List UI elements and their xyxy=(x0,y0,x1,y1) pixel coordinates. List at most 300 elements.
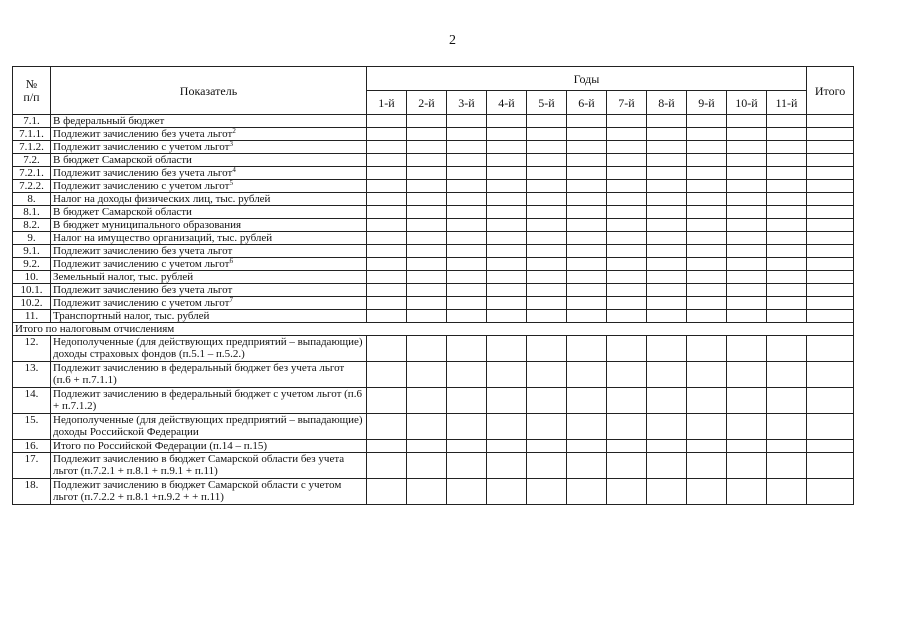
total-value-cell xyxy=(807,414,854,440)
year-value-cell xyxy=(687,258,727,271)
total-value-cell xyxy=(807,440,854,453)
year-header: 9-й xyxy=(687,91,727,115)
year-value-cell xyxy=(527,453,567,479)
year-value-cell xyxy=(767,440,807,453)
year-value-cell xyxy=(647,245,687,258)
row-number: 10.1. xyxy=(13,284,51,297)
year-value-cell xyxy=(687,271,727,284)
year-value-cell xyxy=(647,219,687,232)
total-value-cell xyxy=(807,258,854,271)
year-value-cell xyxy=(487,258,527,271)
year-value-cell xyxy=(767,193,807,206)
row-number: 14. xyxy=(13,388,51,414)
row-label xyxy=(51,167,367,180)
footnote-mark: 7 xyxy=(229,296,233,304)
year-value-cell xyxy=(367,271,407,284)
year-value-cell xyxy=(567,115,607,128)
total-value-cell xyxy=(807,479,854,505)
year-value-cell xyxy=(607,219,647,232)
year-value-cell xyxy=(527,141,567,154)
year-value-cell xyxy=(487,388,527,414)
year-value-cell xyxy=(527,336,567,362)
year-value-cell xyxy=(727,141,767,154)
year-value-cell xyxy=(727,388,767,414)
year-value-cell xyxy=(447,154,487,167)
year-value-cell xyxy=(607,362,647,388)
row-label: Итого по Российской Федерации (п.14 – п.15) xyxy=(51,440,367,453)
year-value-cell xyxy=(567,336,607,362)
year-value-cell xyxy=(727,245,767,258)
year-header: 8-й xyxy=(647,91,687,115)
year-value-cell xyxy=(727,219,767,232)
year-value-cell xyxy=(767,219,807,232)
row-number: 10. xyxy=(13,271,51,284)
year-value-cell xyxy=(367,141,407,154)
year-value-cell xyxy=(687,440,727,453)
year-value-cell xyxy=(727,180,767,193)
year-value-cell xyxy=(767,414,807,440)
year-value-cell xyxy=(567,453,607,479)
year-value-cell xyxy=(727,271,767,284)
total-value-cell xyxy=(807,167,854,180)
table-row xyxy=(13,154,854,167)
year-value-cell xyxy=(367,193,407,206)
year-value-cell xyxy=(367,453,407,479)
year-value-cell xyxy=(527,310,567,323)
year-value-cell xyxy=(727,479,767,505)
total-value-cell xyxy=(807,284,854,297)
table-row xyxy=(13,141,854,154)
header-num: № п/п xyxy=(13,67,51,115)
year-value-cell xyxy=(487,479,527,505)
row-label xyxy=(51,128,367,141)
year-value-cell xyxy=(687,453,727,479)
row-number: 9.1. xyxy=(13,245,51,258)
total-value-cell xyxy=(807,297,854,310)
table-row xyxy=(13,193,854,206)
year-value-cell xyxy=(527,115,567,128)
year-value-cell xyxy=(727,362,767,388)
row-label-text: В бюджет Самарской области xyxy=(53,154,192,166)
year-value-cell xyxy=(647,362,687,388)
year-value-cell xyxy=(687,219,727,232)
row-label xyxy=(51,206,367,219)
year-value-cell xyxy=(687,193,727,206)
year-value-cell xyxy=(487,180,527,193)
year-value-cell xyxy=(607,115,647,128)
year-value-cell xyxy=(607,297,647,310)
year-value-cell xyxy=(447,453,487,479)
section-title: Итого по налоговым отчислениям xyxy=(13,323,854,336)
year-value-cell xyxy=(687,245,727,258)
year-value-cell xyxy=(447,193,487,206)
footnote-mark: 3 xyxy=(229,140,233,148)
year-value-cell xyxy=(407,414,447,440)
table-row xyxy=(13,115,854,128)
year-value-cell xyxy=(647,115,687,128)
year-value-cell xyxy=(727,258,767,271)
row-number: 16. xyxy=(13,440,51,453)
year-value-cell xyxy=(567,128,607,141)
year-value-cell xyxy=(527,232,567,245)
year-value-cell xyxy=(767,258,807,271)
year-value-cell xyxy=(447,180,487,193)
year-value-cell xyxy=(407,193,447,206)
year-header: 5-й xyxy=(527,91,567,115)
table-row xyxy=(13,453,854,479)
year-value-cell xyxy=(727,297,767,310)
year-value-cell xyxy=(727,414,767,440)
year-value-cell xyxy=(367,167,407,180)
row-label-text: Подлежит зачислению без учета льгот xyxy=(53,284,233,296)
year-value-cell xyxy=(447,362,487,388)
year-value-cell xyxy=(567,180,607,193)
year-value-cell xyxy=(607,128,647,141)
year-value-cell xyxy=(527,414,567,440)
footnote-mark: 4 xyxy=(232,166,236,174)
row-label-text: Подлежит зачислению без учета льгот xyxy=(53,167,233,179)
year-value-cell xyxy=(687,388,727,414)
year-value-cell xyxy=(407,245,447,258)
year-value-cell xyxy=(647,453,687,479)
year-value-cell xyxy=(527,128,567,141)
year-value-cell xyxy=(407,479,447,505)
row-number: 13. xyxy=(13,362,51,388)
year-value-cell xyxy=(447,440,487,453)
year-value-cell xyxy=(687,141,727,154)
row-label xyxy=(51,193,367,206)
year-value-cell xyxy=(567,362,607,388)
row-number: 8. xyxy=(13,193,51,206)
year-value-cell xyxy=(487,128,527,141)
row-label xyxy=(51,180,367,193)
year-value-cell xyxy=(607,258,647,271)
year-value-cell xyxy=(487,167,527,180)
footnote-mark: 5 xyxy=(229,179,233,187)
table-row xyxy=(13,388,854,414)
table-row xyxy=(13,206,854,219)
year-value-cell xyxy=(487,414,527,440)
year-value-cell xyxy=(447,388,487,414)
year-value-cell xyxy=(367,154,407,167)
year-value-cell xyxy=(727,193,767,206)
row-number: 7.2.2. xyxy=(13,180,51,193)
year-value-cell xyxy=(367,414,407,440)
row-number: 7.1.1. xyxy=(13,128,51,141)
row-label-text: Транспортный налог, тыс. рублей xyxy=(53,310,210,322)
year-value-cell xyxy=(767,115,807,128)
year-value-cell xyxy=(767,180,807,193)
year-value-cell xyxy=(767,336,807,362)
year-value-cell xyxy=(567,284,607,297)
year-value-cell xyxy=(407,128,447,141)
year-value-cell xyxy=(767,362,807,388)
table-row xyxy=(13,297,854,310)
year-value-cell xyxy=(727,128,767,141)
row-label-text: Подлежит зачислению без учета льгот xyxy=(53,245,233,257)
year-value-cell xyxy=(727,115,767,128)
year-value-cell xyxy=(607,167,647,180)
year-value-cell xyxy=(687,479,727,505)
footnote-mark: 2 xyxy=(232,127,236,135)
year-value-cell xyxy=(487,271,527,284)
year-value-cell xyxy=(527,388,567,414)
year-value-cell xyxy=(407,388,447,414)
year-value-cell xyxy=(647,193,687,206)
row-number: 18. xyxy=(13,479,51,505)
table-row xyxy=(13,440,854,453)
year-value-cell xyxy=(767,284,807,297)
year-value-cell xyxy=(647,206,687,219)
year-value-cell xyxy=(727,336,767,362)
year-value-cell xyxy=(687,206,727,219)
year-value-cell xyxy=(527,206,567,219)
section-row xyxy=(13,323,854,336)
year-value-cell xyxy=(527,479,567,505)
year-value-cell xyxy=(367,258,407,271)
year-value-cell xyxy=(727,154,767,167)
year-value-cell xyxy=(767,479,807,505)
year-value-cell xyxy=(487,336,527,362)
year-value-cell xyxy=(727,232,767,245)
year-value-cell xyxy=(367,219,407,232)
table-row xyxy=(13,479,854,505)
row-label-text: Налог на доходы физических лиц, тыс. рублей xyxy=(53,193,271,205)
year-value-cell xyxy=(447,141,487,154)
year-value-cell xyxy=(727,453,767,479)
year-value-cell xyxy=(407,284,447,297)
year-value-cell xyxy=(727,310,767,323)
table-row xyxy=(13,362,854,388)
year-value-cell xyxy=(647,310,687,323)
year-value-cell xyxy=(527,271,567,284)
total-value-cell xyxy=(807,141,854,154)
row-label xyxy=(51,271,367,284)
row-number: 8.2. xyxy=(13,219,51,232)
year-value-cell xyxy=(407,336,447,362)
year-value-cell xyxy=(607,180,647,193)
year-value-cell xyxy=(647,154,687,167)
table-row xyxy=(13,245,854,258)
year-value-cell xyxy=(447,245,487,258)
year-value-cell xyxy=(447,167,487,180)
header-total: Итого xyxy=(807,67,854,115)
row-label-text: Подлежит зачислению с учетом льгот xyxy=(53,297,230,309)
year-value-cell xyxy=(407,232,447,245)
year-value-cell xyxy=(767,453,807,479)
year-value-cell xyxy=(567,193,607,206)
year-value-cell xyxy=(487,440,527,453)
total-value-cell xyxy=(807,128,854,141)
year-value-cell xyxy=(767,206,807,219)
total-value-cell xyxy=(807,388,854,414)
year-value-cell xyxy=(367,232,407,245)
year-value-cell xyxy=(527,219,567,232)
year-value-cell xyxy=(647,167,687,180)
total-value-cell xyxy=(807,193,854,206)
year-value-cell xyxy=(407,362,447,388)
row-label xyxy=(51,284,367,297)
table-row xyxy=(13,414,854,440)
footnote-mark: 6 xyxy=(229,257,233,265)
year-value-cell xyxy=(367,336,407,362)
table-row xyxy=(13,310,854,323)
year-value-cell xyxy=(687,336,727,362)
year-value-cell xyxy=(767,297,807,310)
year-value-cell xyxy=(687,115,727,128)
year-value-cell xyxy=(647,297,687,310)
indicators-table xyxy=(12,66,854,505)
year-value-cell xyxy=(687,310,727,323)
year-value-cell xyxy=(567,232,607,245)
year-value-cell xyxy=(407,440,447,453)
year-value-cell xyxy=(647,336,687,362)
year-value-cell xyxy=(407,297,447,310)
row-label xyxy=(51,245,367,258)
year-value-cell xyxy=(567,167,607,180)
year-value-cell xyxy=(687,167,727,180)
year-value-cell xyxy=(527,297,567,310)
table-row xyxy=(13,167,854,180)
table-row xyxy=(13,232,854,245)
year-value-cell xyxy=(607,271,647,284)
row-label: Подлежит зачислению в бюджет Самарской области с учетом льгот (п.7.2.2 + п.8.1 +п.9.2 + + п.11) xyxy=(51,479,367,505)
year-value-cell xyxy=(447,232,487,245)
row-label xyxy=(51,232,367,245)
year-value-cell xyxy=(447,128,487,141)
year-value-cell xyxy=(487,219,527,232)
row-label xyxy=(51,297,367,310)
year-value-cell xyxy=(487,193,527,206)
year-value-cell xyxy=(567,206,607,219)
total-value-cell xyxy=(807,271,854,284)
year-value-cell xyxy=(447,271,487,284)
row-label-text: В федеральный бюджет xyxy=(53,115,165,127)
row-number: 9.2. xyxy=(13,258,51,271)
year-header: 4-й xyxy=(487,91,527,115)
table-row xyxy=(13,258,854,271)
row-number: 15. xyxy=(13,414,51,440)
year-value-cell xyxy=(727,206,767,219)
total-value-cell xyxy=(807,245,854,258)
table-row xyxy=(13,219,854,232)
year-value-cell xyxy=(367,362,407,388)
year-value-cell xyxy=(767,128,807,141)
year-value-cell xyxy=(607,154,647,167)
total-value-cell xyxy=(807,219,854,232)
row-label: Недополученные (для действующих предприятий – выпадающие) доходы страховых фондов (п.5.1 – п.5.2.) xyxy=(51,336,367,362)
year-value-cell xyxy=(447,414,487,440)
year-value-cell xyxy=(687,414,727,440)
year-value-cell xyxy=(567,310,607,323)
year-header: 10-й xyxy=(727,91,767,115)
table-row xyxy=(13,336,854,362)
year-value-cell xyxy=(607,440,647,453)
table-body xyxy=(13,115,854,505)
table-row xyxy=(13,284,854,297)
year-value-cell xyxy=(647,414,687,440)
year-value-cell xyxy=(527,245,567,258)
year-value-cell xyxy=(727,284,767,297)
row-label xyxy=(51,115,367,128)
year-value-cell xyxy=(767,271,807,284)
year-value-cell xyxy=(447,219,487,232)
year-value-cell xyxy=(487,362,527,388)
row-label-text: Подлежит зачислению с учетом льгот xyxy=(53,141,230,153)
row-label-text: В бюджет муниципального образования xyxy=(53,219,242,231)
year-value-cell xyxy=(367,180,407,193)
year-value-cell xyxy=(407,453,447,479)
year-value-cell xyxy=(767,388,807,414)
year-value-cell xyxy=(487,115,527,128)
row-label xyxy=(51,258,367,271)
row-number: 9. xyxy=(13,232,51,245)
year-header: 6-й xyxy=(567,91,607,115)
year-value-cell xyxy=(367,284,407,297)
year-value-cell xyxy=(487,245,527,258)
year-value-cell xyxy=(407,115,447,128)
year-value-cell xyxy=(487,297,527,310)
row-label: Недополученные (для действующих предприятий – выпадающие) доходы Российской Федерации xyxy=(51,414,367,440)
total-value-cell xyxy=(807,115,854,128)
row-number: 10.2. xyxy=(13,297,51,310)
year-value-cell xyxy=(607,245,647,258)
page-number: 2 xyxy=(449,33,456,48)
year-value-cell xyxy=(487,232,527,245)
row-label xyxy=(51,310,367,323)
year-value-cell xyxy=(607,453,647,479)
year-value-cell xyxy=(647,388,687,414)
year-value-cell xyxy=(407,271,447,284)
row-number: 12. xyxy=(13,336,51,362)
year-value-cell xyxy=(367,388,407,414)
year-value-cell xyxy=(647,180,687,193)
total-value-cell xyxy=(807,232,854,245)
total-value-cell xyxy=(807,154,854,167)
year-value-cell xyxy=(767,245,807,258)
row-number: 17. xyxy=(13,453,51,479)
total-value-cell xyxy=(807,206,854,219)
year-value-cell xyxy=(487,310,527,323)
header-indicator: Показатель xyxy=(51,67,367,115)
year-value-cell xyxy=(527,362,567,388)
row-label-text: Земельный налог, тыс. рублей xyxy=(53,271,194,283)
total-value-cell xyxy=(807,336,854,362)
year-value-cell xyxy=(607,232,647,245)
row-label: Подлежит зачислению в федеральный бюджет с учетом льгот (п.6 + п.7.1.2) xyxy=(51,388,367,414)
year-value-cell xyxy=(687,297,727,310)
year-value-cell xyxy=(727,440,767,453)
year-value-cell xyxy=(447,284,487,297)
year-value-cell xyxy=(447,336,487,362)
year-value-cell xyxy=(647,258,687,271)
year-value-cell xyxy=(687,154,727,167)
year-value-cell xyxy=(407,154,447,167)
year-value-cell xyxy=(527,180,567,193)
year-value-cell xyxy=(407,219,447,232)
row-number: 7.1. xyxy=(13,115,51,128)
year-value-cell xyxy=(367,206,407,219)
year-value-cell xyxy=(647,128,687,141)
year-value-cell xyxy=(607,193,647,206)
year-value-cell xyxy=(607,141,647,154)
year-value-cell xyxy=(407,141,447,154)
year-value-cell xyxy=(367,245,407,258)
year-value-cell xyxy=(367,440,407,453)
year-value-cell xyxy=(367,479,407,505)
year-value-cell xyxy=(567,440,607,453)
year-value-cell xyxy=(407,258,447,271)
